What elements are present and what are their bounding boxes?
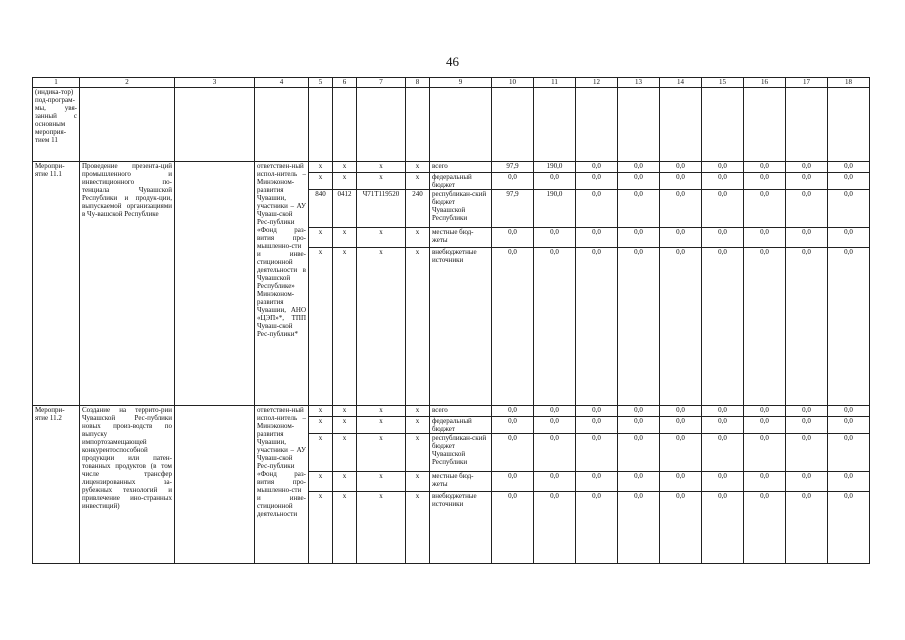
empty-cell <box>576 88 618 162</box>
amount-cell: 0,0 <box>576 472 618 492</box>
amount-cell: 0,0 <box>618 434 660 472</box>
measure-number-cell: Меропри-ятие 11.1 <box>33 162 80 406</box>
measure-number-cell: Меропри-ятие 11.2 <box>33 406 80 564</box>
amount-cell: 0,0 <box>786 434 828 472</box>
amount-cell: 0,0 <box>702 417 744 434</box>
budget-code-cell: x <box>357 173 406 190</box>
budget-code-cell: x <box>357 492 406 564</box>
column-header: 10 <box>492 78 534 88</box>
amount-cell: 0,0 <box>702 406 744 417</box>
amount-cell: 0,0 <box>576 492 618 564</box>
amount-cell: 0,0 <box>660 162 702 173</box>
budget-code-cell: x <box>406 406 430 417</box>
amount-cell: 97,9 <box>492 190 534 228</box>
column-header: 2 <box>80 78 175 88</box>
amount-cell: 0,0 <box>534 492 576 564</box>
amount-cell: 0,0 <box>744 228 786 248</box>
amount-cell: 0,0 <box>786 417 828 434</box>
amount-cell: 0,0 <box>576 248 618 406</box>
amount-cell: 0,0 <box>660 190 702 228</box>
budget-code-cell: x <box>309 406 333 417</box>
amount-cell: 0,0 <box>744 472 786 492</box>
amount-cell: 0,0 <box>702 162 744 173</box>
funding-source-cell: внебюджетные источники <box>430 492 492 564</box>
table-row <box>33 406 870 417</box>
carryover-row <box>33 88 870 162</box>
amount-cell: 0,0 <box>702 472 744 492</box>
column-header: 11 <box>534 78 576 88</box>
amount-cell: 0,0 <box>702 228 744 248</box>
empty-cell <box>786 88 828 162</box>
empty-cell <box>702 88 744 162</box>
empty-cell <box>660 88 702 162</box>
page-number: 46 <box>446 54 459 69</box>
amount-cell: 0,0 <box>786 248 828 406</box>
budget-code-cell: x <box>333 492 357 564</box>
amount-cell: 0,0 <box>660 406 702 417</box>
header-row <box>33 78 870 88</box>
amount-cell: 0,0 <box>786 228 828 248</box>
amount-cell: 0,0 <box>492 417 534 434</box>
budget-code-cell: x <box>333 434 357 472</box>
amount-cell: 0,0 <box>744 248 786 406</box>
budget-code-cell: x <box>406 434 430 472</box>
amount-cell: 0,0 <box>744 406 786 417</box>
column-header: 18 <box>828 78 870 88</box>
budget-code-cell: x <box>309 248 333 406</box>
funding-source-cell: всего <box>430 406 492 417</box>
budget-code-cell: x <box>357 248 406 406</box>
empty-cell <box>309 88 333 162</box>
budget-code-cell: x <box>333 173 357 190</box>
amount-cell: 0,0 <box>492 492 534 564</box>
empty-cell <box>255 88 309 162</box>
program-table <box>32 77 870 564</box>
amount-cell: 0,0 <box>492 173 534 190</box>
amount-cell: 0,0 <box>828 228 870 248</box>
empty-cell <box>175 162 255 406</box>
empty-cell <box>175 406 255 564</box>
amount-cell: 0,0 <box>660 228 702 248</box>
column-header: 16 <box>744 78 786 88</box>
measure-description-cell: Создание на террито-рии Чувашской Рес-публики новых произ-водств по выпуску импортозамещающей конкурентоспособной продукции или патен-тованных продуктов (в том числе трансфер лицензированных за-рубежных технологий и привлечение ино-странных инвестиций) <box>80 406 175 564</box>
amount-cell: 0,0 <box>702 173 744 190</box>
amount-cell: 190,0 <box>534 162 576 173</box>
amount-cell: 0,0 <box>828 472 870 492</box>
column-header: 4 <box>255 78 309 88</box>
budget-code-cell: x <box>406 248 430 406</box>
amount-cell: 0,0 <box>534 248 576 406</box>
amount-cell: 0,0 <box>492 434 534 472</box>
amount-cell: 0,0 <box>702 492 744 564</box>
funding-source-cell: всего <box>430 162 492 173</box>
amount-cell: 0,0 <box>828 173 870 190</box>
column-header: 3 <box>175 78 255 88</box>
amount-cell: 0,0 <box>744 173 786 190</box>
budget-code-cell: x <box>333 472 357 492</box>
table-row <box>33 162 870 173</box>
amount-cell: 0,0 <box>534 406 576 417</box>
budget-code-cell: x <box>406 162 430 173</box>
budget-code-cell: x <box>357 406 406 417</box>
amount-cell: 0,0 <box>702 190 744 228</box>
funding-source-cell: республикан-ский бюджет Чувашской Республики <box>430 190 492 228</box>
amount-cell: 0,0 <box>828 190 870 228</box>
amount-cell: 0,0 <box>828 434 870 472</box>
column-header: 17 <box>786 78 828 88</box>
empty-cell <box>828 88 870 162</box>
column-header: 7 <box>357 78 406 88</box>
responsible-executor-cell: ответствен-ный испол-нитель – Минэконом-развития Чувашии, участники – АУ Чуваш-ской Рес-публики «Фонд раз-вития про-мышленно-сти и инве-стиционной деятельности <box>255 406 309 564</box>
budget-code-cell: x <box>357 434 406 472</box>
amount-cell: 0,0 <box>618 248 660 406</box>
amount-cell: 0,0 <box>618 406 660 417</box>
measure-description-cell: Проведение презента-ций промышленного и инвестиционного по-тенциала Чувашской Республики и продук-ции, выпускаемой организациями в Чу-вашской Республике <box>80 162 175 406</box>
column-header: 13 <box>618 78 660 88</box>
amount-cell: 0,0 <box>744 492 786 564</box>
amount-cell: 0,0 <box>576 173 618 190</box>
amount-cell: 97,9 <box>492 162 534 173</box>
amount-cell: 190,0 <box>534 190 576 228</box>
amount-cell: 0,0 <box>492 472 534 492</box>
amount-cell: 0,0 <box>618 472 660 492</box>
budget-code-cell: x <box>333 248 357 406</box>
amount-cell: 0,0 <box>828 492 870 564</box>
amount-cell: 0,0 <box>702 248 744 406</box>
budget-code-cell: x <box>309 492 333 564</box>
amount-cell: 0,0 <box>492 228 534 248</box>
amount-cell: 0,0 <box>828 417 870 434</box>
amount-cell: 0,0 <box>828 248 870 406</box>
amount-cell: 0,0 <box>618 492 660 564</box>
amount-cell: 0,0 <box>618 417 660 434</box>
amount-cell: 0,0 <box>660 248 702 406</box>
amount-cell: 0,0 <box>786 190 828 228</box>
amount-cell: 0,0 <box>576 162 618 173</box>
budget-code-cell: x <box>357 162 406 173</box>
empty-cell <box>175 88 255 162</box>
empty-cell <box>80 88 175 162</box>
amount-cell: 0,0 <box>576 228 618 248</box>
empty-cell <box>744 88 786 162</box>
amount-cell: 0,0 <box>618 228 660 248</box>
column-header: 1 <box>33 78 80 88</box>
budget-code-cell: x <box>309 162 333 173</box>
budget-code-cell: x <box>309 417 333 434</box>
amount-cell: 0,0 <box>828 406 870 417</box>
budget-code-cell: 0412 <box>333 190 357 228</box>
budget-code-cell: x <box>333 162 357 173</box>
empty-cell <box>333 88 357 162</box>
empty-cell <box>430 88 492 162</box>
amount-cell: 0,0 <box>492 248 534 406</box>
amount-cell: 0,0 <box>786 173 828 190</box>
amount-cell: 0,0 <box>618 190 660 228</box>
amount-cell: 0,0 <box>702 434 744 472</box>
column-header: 14 <box>660 78 702 88</box>
amount-cell: 0,0 <box>660 434 702 472</box>
amount-cell: 0,0 <box>534 434 576 472</box>
amount-cell: 0,0 <box>576 434 618 472</box>
column-header: 8 <box>406 78 430 88</box>
funding-source-cell: федеральный бюджет <box>430 417 492 434</box>
amount-cell: 0,0 <box>576 417 618 434</box>
amount-cell: 0,0 <box>534 228 576 248</box>
budget-code-cell: 840 <box>309 190 333 228</box>
empty-cell <box>534 88 576 162</box>
budget-code-cell: x <box>309 173 333 190</box>
budget-code-cell: x <box>357 228 406 248</box>
empty-cell <box>357 88 406 162</box>
budget-code-cell: x <box>406 228 430 248</box>
empty-cell <box>492 88 534 162</box>
funding-source-cell: федеральный бюджет <box>430 173 492 190</box>
amount-cell: 0,0 <box>786 162 828 173</box>
amount-cell: 0,0 <box>786 406 828 417</box>
empty-cell <box>406 88 430 162</box>
amount-cell: 0,0 <box>828 162 870 173</box>
funding-source-cell: местные бюд-жеты <box>430 472 492 492</box>
budget-code-cell: x <box>309 228 333 248</box>
amount-cell: 0,0 <box>786 472 828 492</box>
amount-cell: 0,0 <box>660 492 702 564</box>
column-header: 9 <box>430 78 492 88</box>
budget-code-cell: x <box>357 417 406 434</box>
budget-code-cell: x <box>357 472 406 492</box>
funding-source-cell: местные бюд-жеты <box>430 228 492 248</box>
budget-code-cell: x <box>333 228 357 248</box>
budget-code-cell: 240 <box>406 190 430 228</box>
column-header: 15 <box>702 78 744 88</box>
carryover-indicator-cell: (индика-тор) под-програм-мы, увя-занный с основным мероприя-тием 11 <box>33 88 80 162</box>
amount-cell: 0,0 <box>618 162 660 173</box>
budget-code-cell: x <box>309 434 333 472</box>
amount-cell: 0,0 <box>744 434 786 472</box>
empty-cell <box>618 88 660 162</box>
budget-code-cell: x <box>309 472 333 492</box>
budget-code-cell: x <box>333 417 357 434</box>
column-header: 6 <box>333 78 357 88</box>
responsible-executor-cell: ответствен-ный испол-нитель – Минэконом-развития Чувашии, участники – АУ Чуваш-ской Рес-публики «Фонд раз-вития про-мышленно-сти и инве-стиционной деятельности в Чувашской Республике» Минэконом-развития Чувашии, АНО «ЦЭП»*, ТПП Чуваш-ской Рес-публики* <box>255 162 309 406</box>
amount-cell: 0,0 <box>660 417 702 434</box>
funding-source-cell: внебюджетные источники <box>430 248 492 406</box>
column-header: 5 <box>309 78 333 88</box>
budget-code-cell: x <box>406 472 430 492</box>
amount-cell: 0,0 <box>660 173 702 190</box>
amount-cell: 0,0 <box>576 406 618 417</box>
amount-cell: 0,0 <box>534 173 576 190</box>
amount-cell: 0,0 <box>744 162 786 173</box>
budget-code-cell: x <box>406 173 430 190</box>
budget-code-cell: x <box>333 406 357 417</box>
budget-code-cell: x <box>406 417 430 434</box>
amount-cell: 0,0 <box>744 417 786 434</box>
amount-cell: 0,0 <box>618 173 660 190</box>
budget-code-cell: Ч71Т119520 <box>357 190 406 228</box>
amount-cell: 0,0 <box>576 190 618 228</box>
amount-cell: 0,0 <box>534 472 576 492</box>
amount-cell: 0,0 <box>660 472 702 492</box>
funding-source-cell: республикан-ский бюджет Чувашской Республики <box>430 434 492 472</box>
amount-cell: 0,0 <box>492 406 534 417</box>
amount-cell: 0,0 <box>786 492 828 564</box>
column-header: 12 <box>576 78 618 88</box>
budget-code-cell: x <box>406 492 430 564</box>
amount-cell: 0,0 <box>534 417 576 434</box>
amount-cell: 0,0 <box>744 190 786 228</box>
